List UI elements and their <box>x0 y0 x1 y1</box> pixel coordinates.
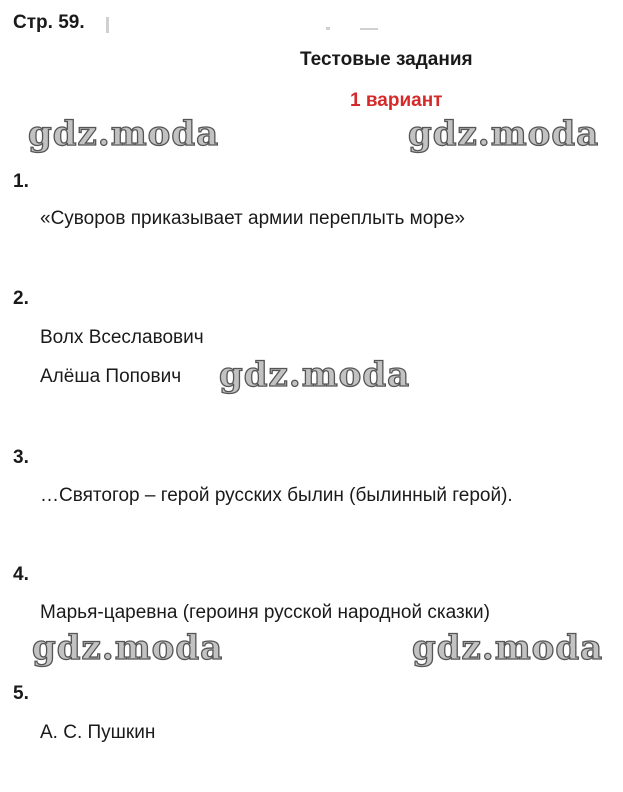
answer-text: …Святогор – герой русских былин (былинный герой). <box>40 485 513 506</box>
question-number: 5. <box>13 683 29 704</box>
question-number: 1. <box>13 171 29 192</box>
page-number-label: Стр. 59. <box>13 12 85 33</box>
variant-label: 1 вариант <box>350 90 443 111</box>
answer-text: Алёша Попович <box>40 366 182 387</box>
answer-text: «Суворов приказывает армии переплыть море» <box>40 208 465 229</box>
cropped-text-fragment <box>360 28 378 30</box>
section-title: Тестовые задания <box>300 49 473 70</box>
answer-text: Марья-царевна (героиня русской народной сказки) <box>40 602 490 623</box>
question-number: 2. <box>13 288 29 309</box>
watermark-logo: gdz.moda <box>28 114 220 154</box>
watermark-logo: gdz.moda <box>412 628 604 668</box>
watermark-logo: gdz.moda <box>219 355 411 395</box>
cropped-text-fragment <box>326 27 330 30</box>
watermark-logo: gdz.moda <box>32 628 224 668</box>
cropped-text-fragment <box>106 17 109 33</box>
question-number: 3. <box>13 447 29 468</box>
question-number: 4. <box>13 564 29 585</box>
answer-text: А. С. Пушкин <box>40 722 156 743</box>
watermark-logo: gdz.moda <box>408 114 600 154</box>
answer-text: Волх Всеславович <box>40 327 204 348</box>
